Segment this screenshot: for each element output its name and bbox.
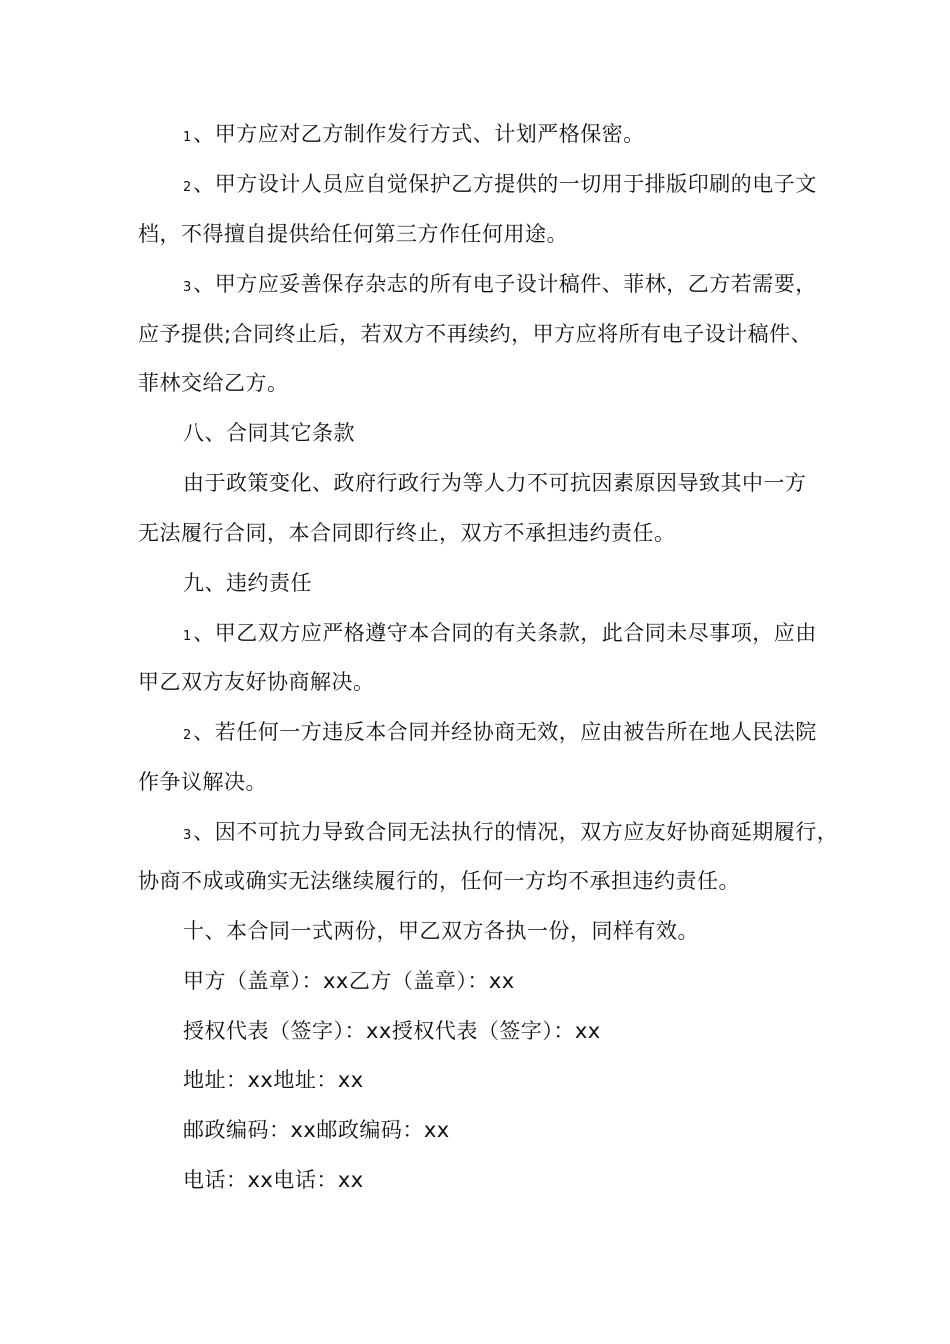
section-8-body-line-1: 由于政策变化、政府行政行为等人力不可抗因素原因导致其中一方 xyxy=(183,471,807,495)
item-text: 、甲方设计人员应自觉保护乙方提供的一切用于排版印刷的电子文 xyxy=(193,172,817,196)
clause-7-item-3-line-2: 应予提供;合同终止后，若双方不再续约，甲方应将所有电子设计稿件、 xyxy=(138,322,813,346)
item-text: 、因不可抗力导致合同无法执行的情况，双方应友好协商延期履行， xyxy=(193,820,839,844)
item-number: 2 xyxy=(183,728,192,743)
signature-representative-line: 授权代表（签字）：xx授权代表（签字）：xx xyxy=(183,1019,601,1043)
item-text: 、若任何一方违反本合同并经协商无效，应由被告所在地人民法院 xyxy=(193,720,817,744)
section-9-item-1-line-1 xyxy=(183,617,883,653)
section-8-heading: 八、合同其它条款 xyxy=(183,421,355,445)
item-text: 、甲乙双方应严格遵守本合同的有关条款，此合同未尽事项，应由 xyxy=(193,621,817,645)
item-number: 3 xyxy=(183,828,192,843)
signature-phone-line: 电话：xx电话：xx xyxy=(183,1168,364,1192)
section-9-item-2-line-1 xyxy=(183,716,883,752)
item-number: 1 xyxy=(183,629,192,644)
section-9-item-2-line-2: 作争议解决。 xyxy=(138,770,267,794)
clause-7-item-2-line-2: 档，不得擅自提供给任何第三方作任何用途。 xyxy=(138,222,568,246)
clause-7-item-2-line-1 xyxy=(183,168,883,204)
item-number: 2 xyxy=(183,180,192,195)
item-number: 3 xyxy=(183,280,192,295)
signature-postcode-line: 邮政编码：xx邮政编码：xx xyxy=(183,1118,450,1142)
clause-7-item-3-line-3: 菲林交给乙方。 xyxy=(138,371,289,395)
signature-party-line: 甲方（盖章）：xx乙方（盖章）：xx xyxy=(183,969,515,993)
signature-address-line: 地址：xx地址：xx xyxy=(183,1068,364,1092)
section-8-body-line-2: 无法履行合同，本合同即行终止，双方不承担违约责任。 xyxy=(138,521,676,545)
section-9-item-1-line-2: 甲乙双方友好协商解决。 xyxy=(138,670,375,694)
clause-7-item-3-line-1 xyxy=(183,268,883,304)
item-text: 、甲方应对乙方制作发行方式、计划严格保密。 xyxy=(193,122,645,146)
section-9-item-3-line-2: 协商不成或确实无法继续履行的，任何一方均不承担违约责任。 xyxy=(138,869,740,893)
item-text: 、甲方应妥善保存杂志的所有电子设计稿件、菲林，乙方若需要， xyxy=(193,272,817,296)
item-number: 1 xyxy=(183,130,192,145)
clause-7-item-1 xyxy=(183,118,883,154)
section-9-heading: 九、违约责任 xyxy=(183,571,312,595)
section-10-heading: 十、本合同一式两份，甲乙双方各执一份，同样有效。 xyxy=(183,919,699,943)
section-9-item-3-line-1 xyxy=(183,816,883,852)
